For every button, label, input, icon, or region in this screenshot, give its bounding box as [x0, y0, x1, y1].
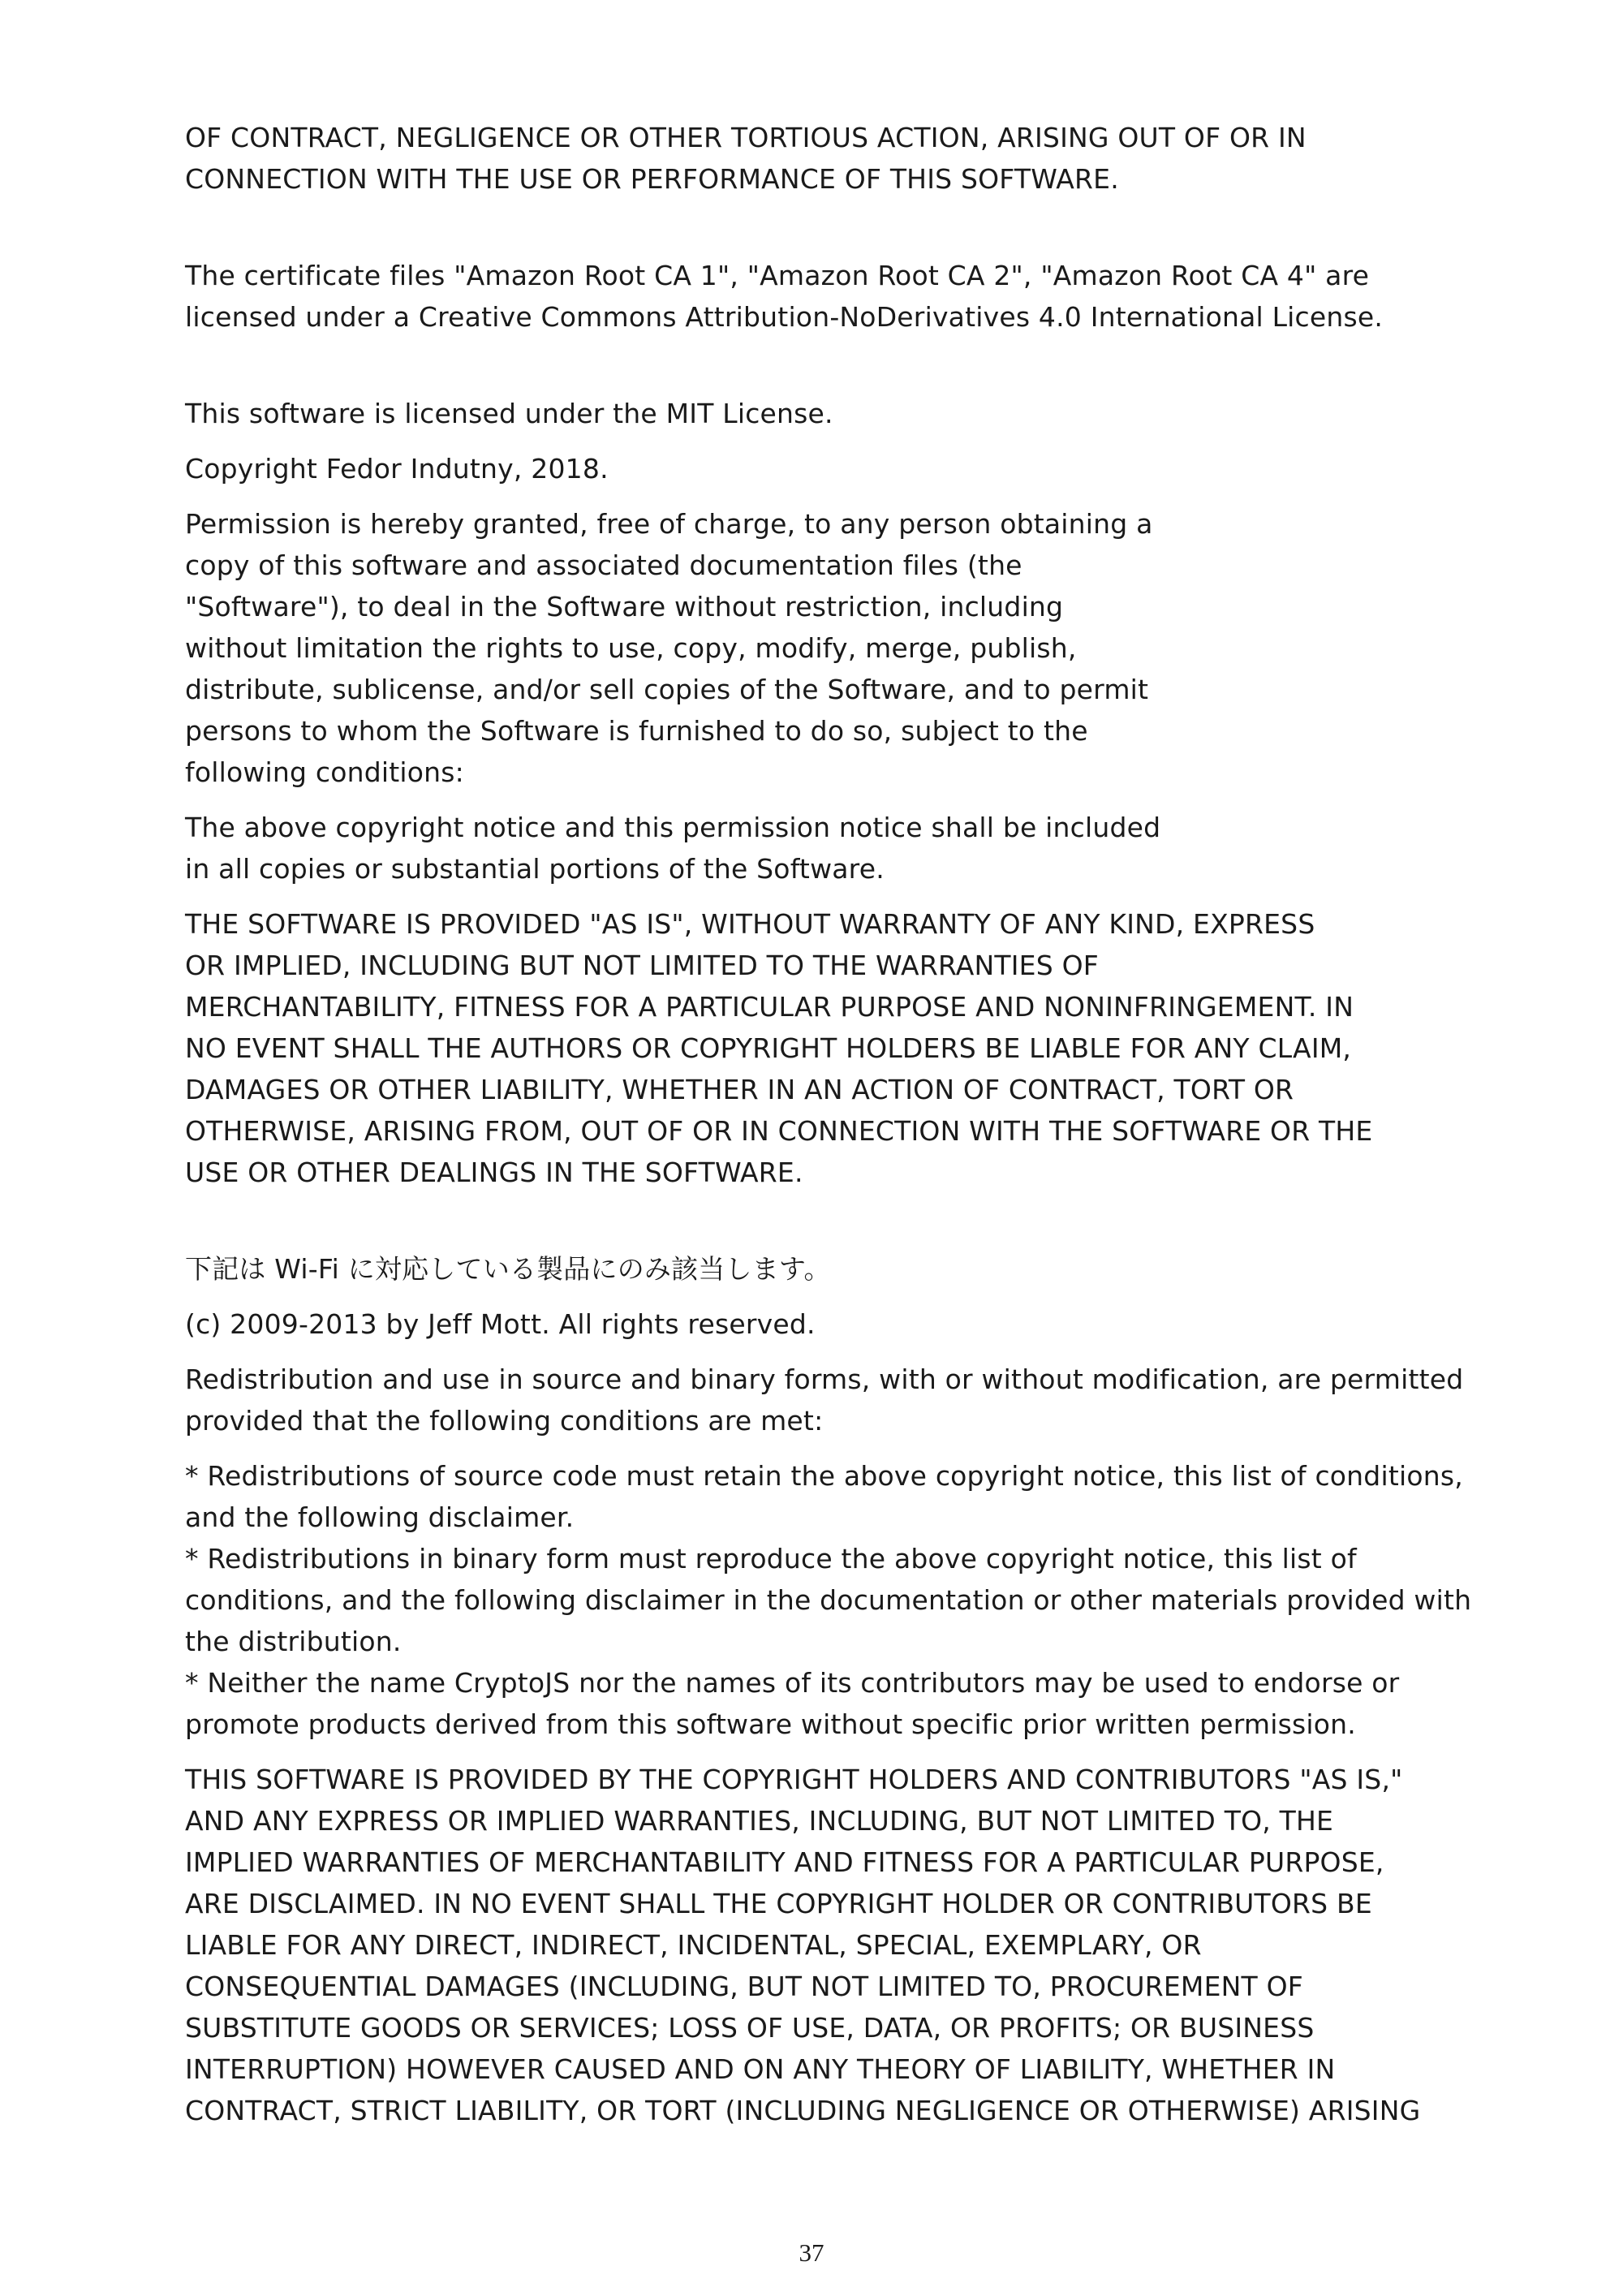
- mit-license-statement: This software is licensed under the MIT License.: [185, 398, 833, 429]
- mit-notice-paragraph: The above copyright notice and this permission notice shall be included in all copies or substantial portions of the Software.: [185, 812, 1161, 885]
- wifi-products-note: 下記は Wi-Fi に対応している製品にのみ該当します。: [185, 1253, 831, 1285]
- bsd-conditions-list: * Redistributions of source code must retain the above copyright notice, this list of conditions, and the following disclaimer. * Redistributions in binary form must reproduce the above copyright notice, this list of conditions, and the following disclaimer in the documentation or other materials provided with the distribution. * Neither the name CryptoJS nor the names of its contributors may be used to endorse or promote products derived from this software without specific prior written permission.: [185, 1460, 1472, 1740]
- mit-warranty-disclaimer: THE SOFTWARE IS PROVIDED "AS IS", WITHOUT WARRANTY OF ANY KIND, EXPRESS OR IMPLIED, INCLUDING BUT NOT LIMITED TO THE WARRANTIES OF MERCHANTABILITY, FITNESS FOR A PARTICULAR PURPOSE AND NONINFRINGEMENT. IN NO EVENT SHALL THE AUTHORS OR COPYRIGHT HOLDERS BE LIABLE FOR ANY CLAIM, DAMAGES OR OTHER LIABILITY, WHETHER IN AN ACTION OF CONTRACT, TORT OR OTHERWISE, ARISING FROM, OUT OF OR IN CONNECTION WITH THE SOFTWARE OR THE USE OR OTHER DEALINGS IN THE SOFTWARE.: [185, 908, 1373, 1188]
- fedor-indutny-copyright: Copyright Fedor Indutny, 2018.: [185, 453, 609, 485]
- page-number: 37: [799, 2238, 824, 2267]
- mit-permission-paragraph: Permission is hereby granted, free of charge, to any person obtaining a copy of this software and associated documentation files (the "Software"), to deal in the Software without restriction, including without limitation the rights to use, copy, modify, merge, publish, distribute, sublicense, and/or sell copies of the Software, and to permit persons to whom the Software is furnished to do so, subject to the following conditions:: [185, 508, 1153, 788]
- document-body: [185, 117, 1483, 2131]
- bsd-warranty-disclaimer: THIS SOFTWARE IS PROVIDED BY THE COPYRIGHT HOLDERS AND CONTRIBUTORS "AS IS," AND ANY EXPRESS OR IMPLIED WARRANTIES, INCLUDING, BUT NOT LIMITED TO, THE IMPLIED WARRANTIES OF MERCHANTABILITY AND FITNESS FOR A PARTICULAR PURPOSE, ARE DISCLAIMED. IN NO EVENT SHALL THE COPYRIGHT HOLDER OR CONTRIBUTORS BE LIABLE FOR ANY DIRECT, INDIRECT, INCIDENTAL, SPECIAL, EXEMPLARY, OR CONSEQUENTIAL DAMAGES (INCLUDING, BUT NOT LIMITED TO, PROCUREMENT OF SUBSTITUTE GOODS OR SERVICES; LOSS OF USE, DATA, OR PROFITS; OR BUSINESS INTERRUPTION) HOWEVER CAUSED AND ON ANY THEORY OF LIABILITY, WHETHER IN CONTRACT, STRICT LIABILITY, OR TORT (INCLUDING NEGLIGENCE OR OTHERWISE) ARISING: [185, 1764, 1421, 2126]
- jeff-mott-copyright: (c) 2009-2013 by Jeff Mott. All rights reserved.: [185, 1308, 816, 1340]
- contract-negligence-paragraph: OF CONTRACT, NEGLIGENCE OR OTHER TORTIOUS ACTION, ARISING OUT OF OR IN CONNECTION WITH THE USE OR PERFORMANCE OF THIS SOFTWARE.: [185, 122, 1307, 195]
- amazon-root-ca-license-paragraph: The certificate files "Amazon Root CA 1", "Amazon Root CA 2", "Amazon Root CA 4" are licensed under a Creative Commons Attribution-NoDerivatives 4.0 International License.: [185, 260, 1384, 333]
- bsd-redistribution-paragraph: Redistribution and use in source and binary forms, with or without modification, are permitted provided that the following conditions are met:: [185, 1363, 1464, 1437]
